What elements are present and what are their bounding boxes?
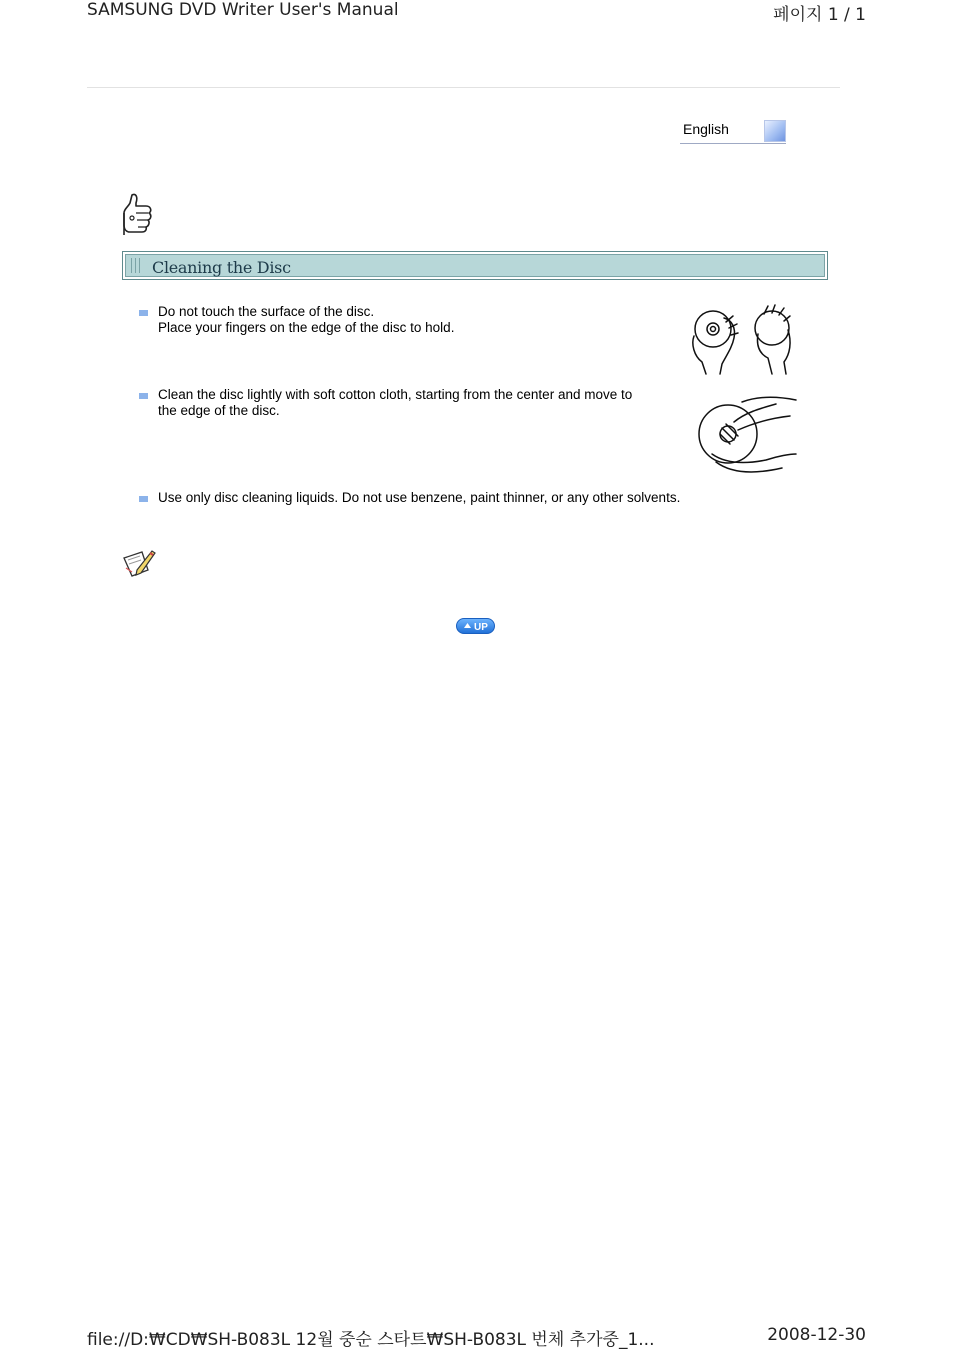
up-button[interactable]	[456, 618, 495, 634]
footer-file-path: file://D:₩CD₩SH-B083L 12월 중순 스타트₩SH-B083L 번체 추가중_1...	[87, 1330, 655, 1350]
section-title: Cleaning the Disc	[152, 258, 291, 277]
bullet-icon	[139, 393, 148, 399]
list-item	[158, 304, 668, 336]
language-label: English	[683, 121, 729, 137]
list-item-line: the edge of the disc.	[158, 403, 280, 418]
thumbs-up-icon	[120, 191, 156, 237]
header-divider	[87, 87, 840, 88]
page-number: 페이지 1 / 1	[773, 5, 866, 25]
list-item-line: Clean the disc lightly with soft cotton cloth, starting from the center and move to	[158, 387, 633, 402]
list-item-line: Use only disc cleaning liquids. Do not use benzene, paint thinner, or any other solvents.	[158, 490, 681, 505]
list-item	[158, 490, 758, 506]
language-selector[interactable]	[680, 119, 786, 144]
footer-date: 2008-12-30	[767, 1325, 866, 1345]
disc-handling-illustration	[686, 304, 806, 490]
note-pencil-icon	[122, 548, 156, 578]
document-title: SAMSUNG DVD Writer User's Manual	[87, 0, 399, 20]
list-item-line: Do not touch the surface of the disc.	[158, 304, 375, 319]
up-button-label: UP	[474, 622, 488, 633]
list-item-line: Place your fingers on the edge of the disc to hold.	[158, 320, 455, 335]
list-item	[158, 387, 673, 419]
language-dropdown-icon[interactable]	[764, 120, 786, 142]
bullet-icon	[139, 496, 148, 502]
section-banner	[122, 251, 828, 280]
bullet-icon	[139, 310, 148, 316]
